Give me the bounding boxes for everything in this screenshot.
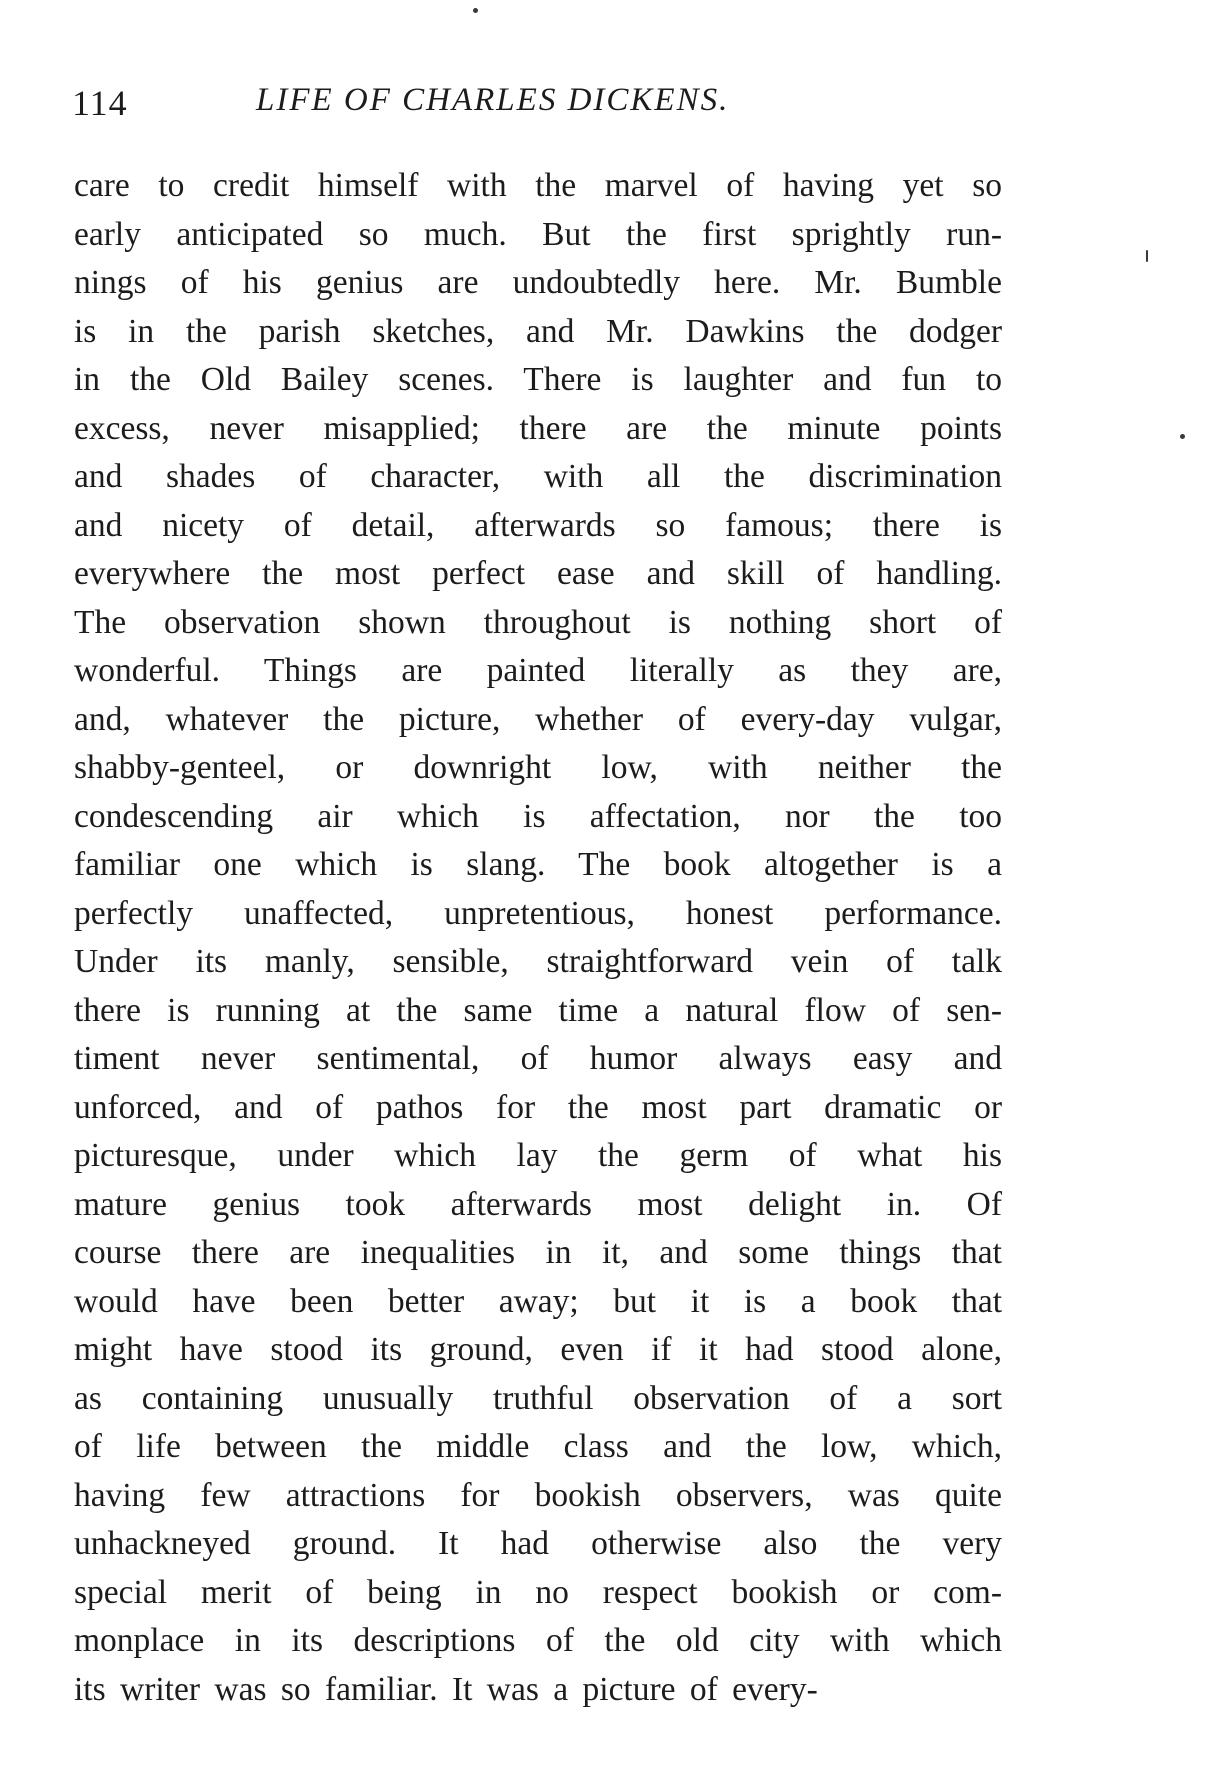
text-line: and, whatever the picture, whether of every-day vulgar, (74, 700, 1002, 738)
text-line: having few attractions for bookish observers, was quite (74, 1476, 1002, 1514)
text-line: familiar one which is slang. The book altogether is a (74, 846, 1002, 883)
text-line: of life between the middle class and the low, which, (74, 1428, 1002, 1465)
text-line: excess, never misapplied; there are the minute points (74, 409, 1002, 447)
text-line: nings of his genius are undoubtedly here. Mr. Bumble (74, 264, 1002, 301)
text-line: The observation shown throughout is nothing short of (74, 603, 1002, 641)
text-line: as containing unusually truthful observation of a sort (74, 1379, 1002, 1417)
text-line: and nicety of detail, afterwards so famous; there is (74, 506, 1002, 544)
text-line: mature genius took afterwards most delight in. Of (74, 1185, 1002, 1223)
page-header (72, 82, 1002, 132)
text-line: perfectly unaffected, unpretentious, honest performance. (74, 894, 1002, 932)
text-line: there is running at the same time a natural flow of sen- (74, 991, 1002, 1029)
text-line: and shades of character, with all the discrimination (74, 458, 1002, 495)
text-line: in the Old Bailey scenes. There is laughter and fun to (74, 361, 1002, 398)
text-line: condescending air which is affectation, nor the too (74, 797, 1002, 835)
text-line: unhackneyed ground. It had otherwise also the very (74, 1525, 1002, 1562)
text-line: wonderful. Things are painted literally as they are, (74, 652, 1002, 689)
text-line: early anticipated so much. But the first sprightly run- (74, 215, 1002, 253)
text-line: everywhere the most perfect ease and skill of handling. (74, 555, 1002, 592)
text-line: course there are inequalities in it, and some things that (74, 1234, 1002, 1271)
text-line: unforced, and of pathos for the most part dramatic or (74, 1088, 1002, 1126)
text-line: picturesque, under which lay the germ of what his (74, 1137, 1002, 1174)
text-line: is in the parish sketches, and Mr. Dawkins the dodger (74, 312, 1002, 350)
text-line: special merit of being in no respect bookish or com- (74, 1573, 1002, 1611)
page-number: 114 (72, 83, 128, 123)
text-line: shabby-genteel, or downright low, with neither the (74, 749, 1002, 786)
text-line: its writer was so familiar. It was a picture of every- (74, 1670, 818, 1708)
text-line: Under its manly, sensible, straightforward vein of talk (74, 943, 1002, 980)
text-line: might have stood its ground, even if it had stood alone, (74, 1331, 1002, 1368)
print-speck (473, 8, 478, 13)
text-line: timent never sentimental, of humor always easy and (74, 1040, 1002, 1077)
text-line: care to credit himself with the marvel of having yet so (74, 167, 1002, 204)
body-paragraph (74, 162, 1002, 1714)
print-speck (1180, 434, 1185, 439)
text-line: would have been better away; but it is a book that (74, 1282, 1002, 1320)
print-speck (1146, 250, 1148, 262)
running-head: LIFE OF CHARLES DICKENS. (256, 82, 730, 118)
text-line: monplace in its descriptions of the old city with which (74, 1622, 1002, 1659)
